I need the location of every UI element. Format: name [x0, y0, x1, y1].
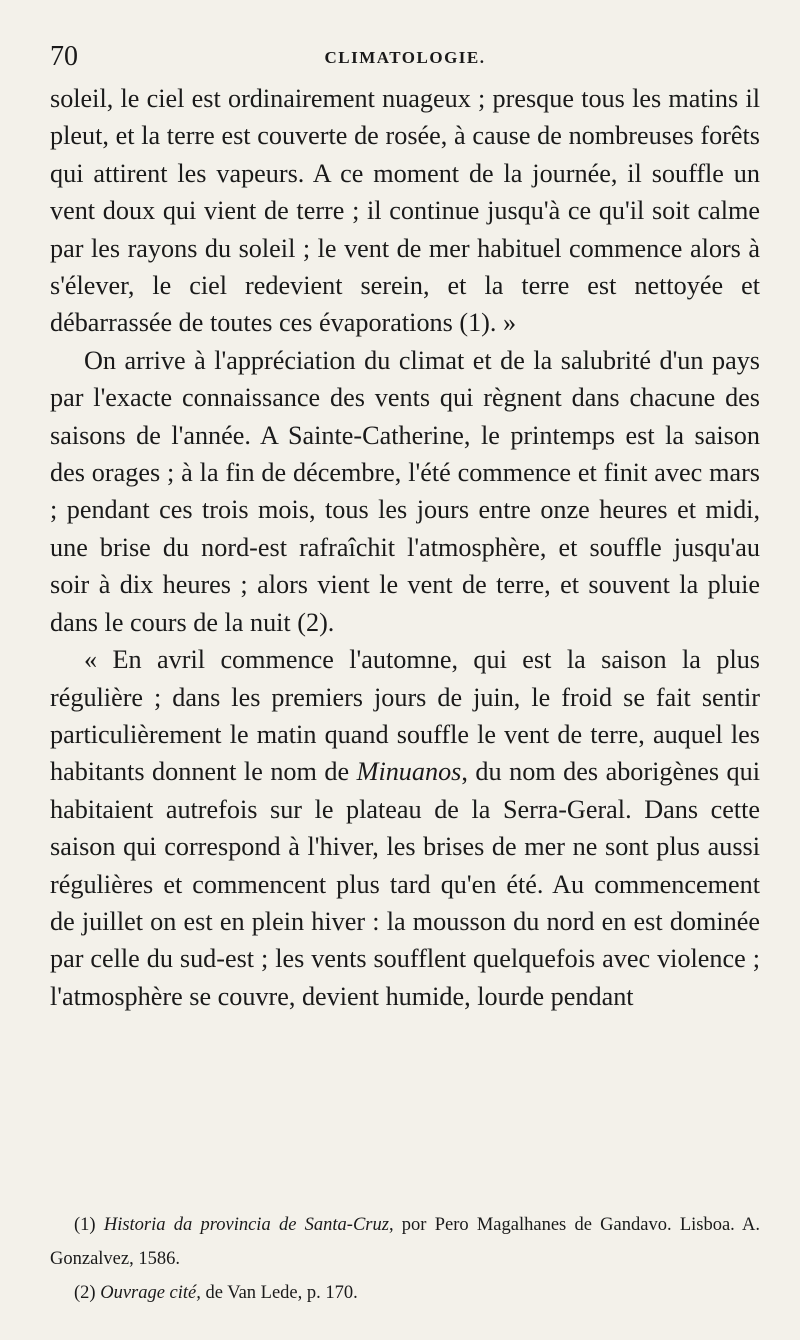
emphasis-minuanos: Minuanos — [356, 757, 462, 787]
body-text — [50, 80, 760, 1015]
page-header — [50, 0, 760, 80]
paragraph-3-start: « En avril commence l'automne, qui est la saison la plus régulière ; dans les premiers jours de juin, le froid se fait sentir particulièrement le matin quand souffle le vent de terre, auquel les habitants donnent le nom de — [50, 645, 760, 787]
running-title: CLIMATOLOGIE. — [324, 48, 486, 67]
footnote-2-text: de Van Lede, p. 170. — [200, 1283, 358, 1303]
paragraph-3-end: , du nom des aborigènes qui habitaient autrefois sur le plateau de la Serra-Geral. Dans cette saison qui correspond à l'hiver, les brises de mer ne sont plus aussi régulières et commencent plus tard qu'en été. Au commencement de juillet on est en plein hiver : la mousson du nord en est dominée par celle du sud-est ; les vents soufflent quelquefois avec violence ; l'atmosphère se couvre, devient humide, lourde pendant — [50, 757, 760, 1011]
footnote-2-title: Ouvrage cité, — [100, 1283, 201, 1303]
footnote-2-marker: (2) — [74, 1283, 96, 1303]
footnote-1-title: Historia da provincia de Santa-Cruz — [103, 1215, 389, 1235]
footnotes — [50, 1208, 760, 1310]
paragraph-1: soleil, le ciel est ordinairement nuageux ; presque tous les matins il pleut, et la terre est couverte de rosée, à cause de nombreuses forêts qui attirent les vapeurs. A ce moment de la journée, il souffle un vent doux qui vient de terre ; il continue jusqu'à ce qu'il soit calme par les rayons du soleil ; le vent de mer habituel commence alors à s'élever, le ciel redevient serein, et la terre est nettoyée et débarrassée de toutes ces évaporations (1). » — [50, 84, 760, 338]
footnote-1-text: , por Pero Magalhanes de Gandavo. Lisboa. A. Gonzalvez, 1586. — [50, 1215, 761, 1269]
page-number: 70 — [50, 41, 78, 72]
footnote-1-marker: (1) — [74, 1215, 96, 1235]
paragraph-3 — [50, 641, 760, 1015]
footnote-2 — [50, 1276, 760, 1310]
paragraph-2: On arrive à l'appréciation du climat et de la salubrité d'un pays par l'exacte connaissance des vents qui règnent dans chacune des saisons de l'année. A Sainte-Catherine, le printemps est la saison des orages ; à la fin de décembre, l'été commence et finit avec mars ; pendant ces trois mois, tous les jours entre onze heures et midi, une brise du nord-est rafraîchit l'atmosphère, et souffle jusqu'au soir à dix heures ; alors vient le vent de terre, et souvent la pluie dans le cours de la nuit (2). — [50, 345, 760, 637]
footnote-1 — [50, 1208, 760, 1276]
